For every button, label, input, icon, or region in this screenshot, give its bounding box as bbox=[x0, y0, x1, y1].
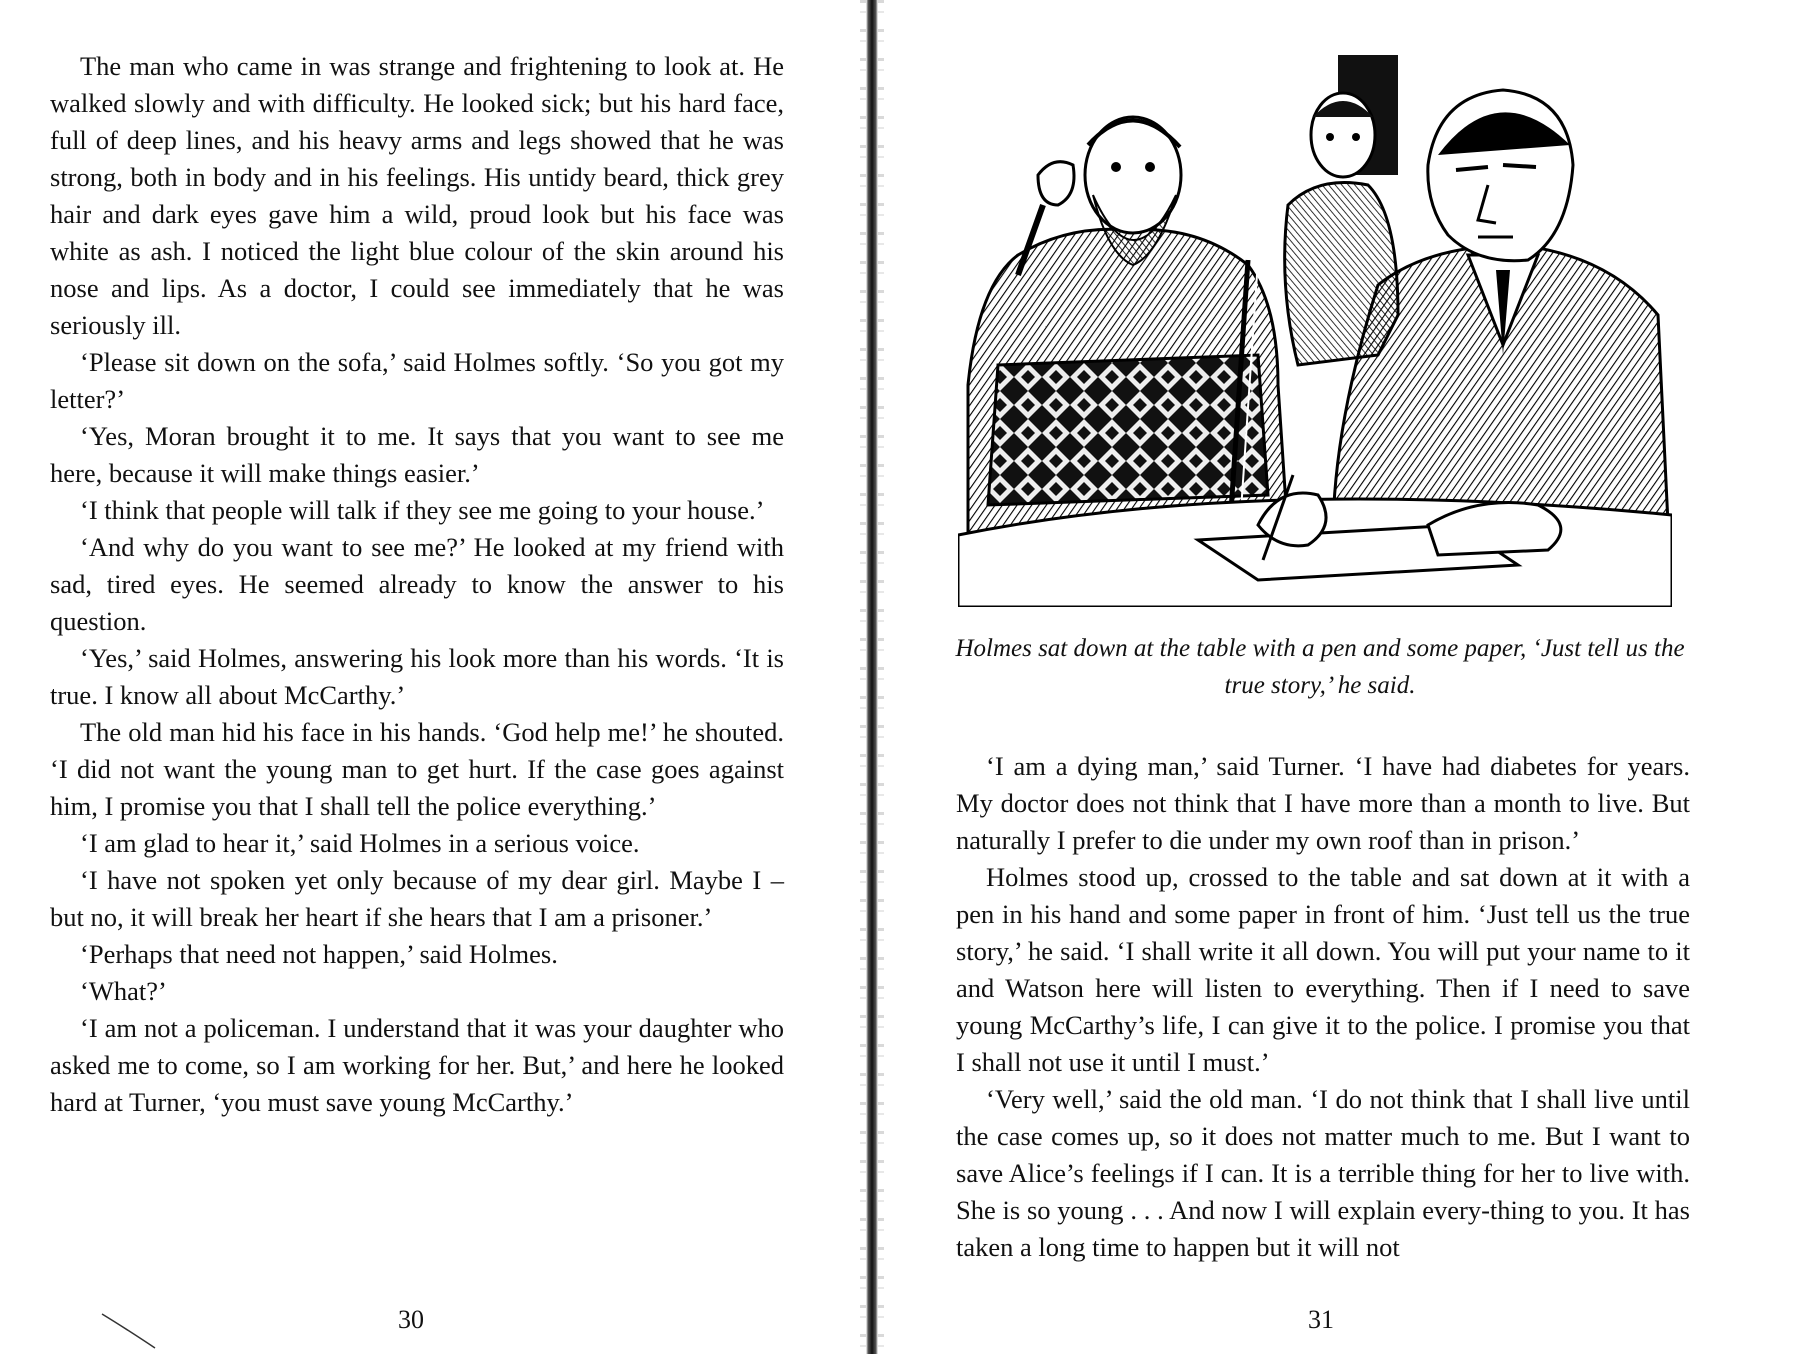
paragraph: ‘And why do you want to see me?’ He looked at my friend with sad, tired eyes. He seemed already to know the answer to his question. bbox=[50, 532, 784, 636]
paragraph: ‘Please sit down on the sofa,’ said Holmes softly. ‘So you got my letter?’ bbox=[50, 347, 784, 414]
paragraph: ‘What?’ bbox=[80, 976, 167, 1006]
paragraph: ‘Yes, Moran brought it to me. It says that you want to see me here, because it will make things easier.’ bbox=[50, 421, 784, 488]
paragraph: ‘Perhaps that need not happen,’ said Holmes. bbox=[80, 939, 558, 969]
paragraph: Holmes stood up, crossed to the table and sat down at it with a pen in his hand and some paper in front of him. ‘Just tell us the true story,’ he said. ‘I shall write it all down. You will put your name to it and Watson here will listen to everything. Then if I need to save young McCarthy’s life, I can give it to the police. I promise you that I shall not use it until I must.’ bbox=[956, 862, 1690, 1077]
paragraph: ‘I think that people will talk if they see me going to your house.’ bbox=[80, 495, 765, 525]
stray-pen-mark-icon bbox=[100, 1310, 160, 1350]
paragraph: ‘Yes,’ said Holmes, answering his look more than his words. ‘It is true. I know all about McCarthy.’ bbox=[50, 643, 784, 710]
left-page-body bbox=[50, 48, 784, 1121]
left-page bbox=[0, 0, 860, 1354]
page-number-right: 31 bbox=[1308, 1305, 1334, 1334]
right-page-body bbox=[956, 748, 1690, 1266]
paragraph: ‘I have not spoken yet only because of my dear girl. Maybe I – but no, it will break her heart if she hears that I am a prisoner.’ bbox=[50, 865, 784, 932]
book-gutter bbox=[866, 0, 878, 1354]
paragraph: The man who came in was strange and frightening to look at. He walked slowly and with difficulty. He looked sick; but his hard face, full of deep lines, and his heavy arms and legs showed that he was strong, both in body and in his feelings. His untidy beard, thick grey hair and dark eyes gave him a wild, proud look but his face was white as ash. I noticed the light blue colour of the skin around his nose and lips. As a doctor, I could see immediately that he was seriously ill. bbox=[50, 51, 784, 340]
paragraph: ‘I am not a policeman. I understand that it was your daughter who asked me to come, so I am working for her. But,’ and here he looked hard at Turner, ‘you must save young McCarthy.’ bbox=[50, 1013, 784, 1117]
paragraph: The old man hid his face in his hands. ‘God help me!’ he shouted. ‘I did not want the young man to get hurt. If the case goes against him, I promise you that I shall tell the police everything.’ bbox=[50, 717, 784, 821]
holmes-writing-illustration-icon bbox=[958, 55, 1672, 607]
illustration-caption: Holmes sat down at the table with a pen and some paper, ‘Just tell us the true story,’ he said. bbox=[955, 635, 1685, 699]
paragraph: ‘I am a dying man,’ said Turner. ‘I have had diabetes for years. My doctor does not think that I have more than a month to live. But naturally I prefer to die under my own roof than in prison.’ bbox=[956, 751, 1690, 855]
paragraph: ‘Very well,’ said the old man. ‘I do not think that I shall live until the case comes up, so it does not matter much to me. But I want to save Alice’s feelings if I can. It is a terrible thing for her to live with. She is so young . . . And now I will explain every-thing to you. It has taken a long time to happen but it will not bbox=[956, 1084, 1690, 1262]
paragraph: ‘I am glad to hear it,’ said Holmes in a serious voice. bbox=[80, 828, 640, 858]
page-number-left: 30 bbox=[398, 1305, 424, 1334]
